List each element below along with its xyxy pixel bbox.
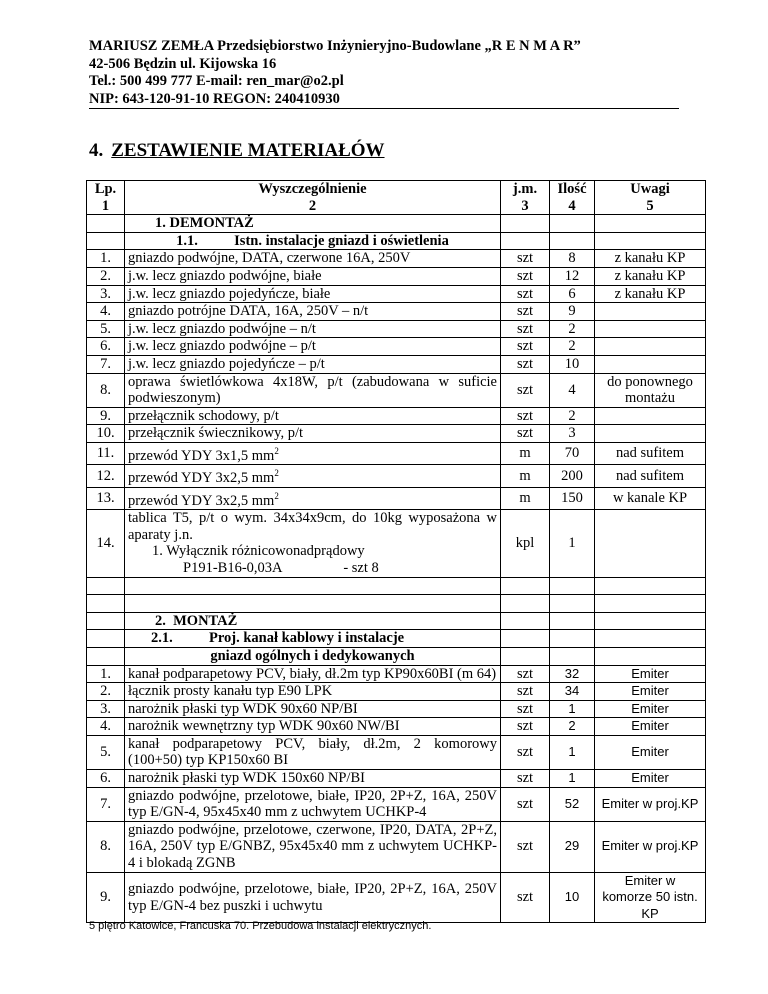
row-remarks xyxy=(595,303,706,321)
row-description-text: przewód YDY 3x1,5 mm xyxy=(128,447,275,464)
row-description: przełącznik schodowy, p/t xyxy=(125,407,501,425)
row-lp: 14. xyxy=(87,510,125,577)
row-quantity: 8 xyxy=(550,250,595,268)
row14-line3: P191-B16-0,03A - szt 8 xyxy=(183,559,379,576)
section1-subtitle-row xyxy=(87,232,706,250)
letterhead-contact: Tel.: 500 499 777 E-mail: ren_mar@o2.pl xyxy=(89,73,344,89)
row-description: j.w. lecz gniazdo podwójne – p/t xyxy=(125,338,501,356)
row-lp: 4. xyxy=(87,303,125,321)
table-row xyxy=(87,338,706,356)
row-remarks: w kanale KP xyxy=(595,487,706,509)
row-unit: szt xyxy=(501,700,550,718)
row-description: kanał podparapetowy PCV, biały, dł.2m, 2 komorowy (100+50) typ KP150x60 BI xyxy=(125,735,501,769)
row-description: narożnik wewnętrzny typ WDK 90x60 NW/BI xyxy=(125,718,501,736)
superscript: 2 xyxy=(274,445,279,456)
row-unit: szt xyxy=(501,355,550,373)
row-description: kanał podparapetowy PCV, biały, dł.2m typ KP90x60BI (m 64) xyxy=(125,665,501,683)
row-quantity: 9 xyxy=(550,303,595,321)
table-row xyxy=(87,442,706,464)
row-lp: 9. xyxy=(87,872,125,923)
row-unit: szt xyxy=(501,787,550,821)
row-unit: szt xyxy=(501,425,550,443)
table-row xyxy=(87,770,706,788)
row-lp: 9. xyxy=(87,407,125,425)
spacer-row xyxy=(87,577,706,595)
row-quantity: 200 xyxy=(550,465,595,487)
row-remarks: nad sufitem xyxy=(595,465,706,487)
row-remarks: nad sufitem xyxy=(595,442,706,464)
row-remarks: Emiter w proj.KP xyxy=(595,787,706,821)
row-remarks: z kanału KP xyxy=(595,267,706,285)
row-unit: szt xyxy=(501,250,550,268)
row-unit: szt xyxy=(501,718,550,736)
row-unit: kpl xyxy=(501,510,550,577)
table-row xyxy=(87,355,706,373)
col-header-lp: Lp. 1 xyxy=(87,181,125,215)
row-remarks: Emiter xyxy=(595,770,706,788)
table-row xyxy=(87,285,706,303)
row-lp: 2. xyxy=(87,267,125,285)
row-quantity: 34 xyxy=(550,683,595,701)
row-quantity: 3 xyxy=(550,425,595,443)
row-remarks: Emiter w komorze 50 istn. KP xyxy=(595,872,706,923)
row-lp: 7. xyxy=(87,355,125,373)
row-lp: 3. xyxy=(87,285,125,303)
row-lp: 4. xyxy=(87,718,125,736)
row-remarks xyxy=(595,510,706,577)
row-quantity: 29 xyxy=(550,821,595,872)
row-remarks xyxy=(595,320,706,338)
row-remarks: do ponownego montażu xyxy=(595,373,706,407)
table-row xyxy=(87,700,706,718)
row-unit: szt xyxy=(501,770,550,788)
row-description: gniazdo podwójne, DATA, czerwone 16A, 250V xyxy=(125,250,501,268)
row-description: j.w. lecz gniazdo pojedyńcze, białe xyxy=(125,285,501,303)
row-unit: szt xyxy=(501,872,550,923)
col-header-uwagi: Uwagi 5 xyxy=(595,181,706,215)
row-remarks: Emiter xyxy=(595,735,706,769)
row-description-text: przewód YDY 3x2,5 mm xyxy=(128,470,275,487)
row-lp: 7. xyxy=(87,787,125,821)
table-row xyxy=(87,487,706,509)
row-unit: m xyxy=(501,487,550,509)
row14-line2: 1. Wyłącznik różnicowonadprądowy xyxy=(152,543,365,560)
superscript: 2 xyxy=(274,490,279,501)
row-unit: m xyxy=(501,465,550,487)
row-unit: szt xyxy=(501,665,550,683)
row-description: j.w. lecz gniazdo pojedyńcze – p/t xyxy=(125,355,501,373)
section-title-text: ZESTAWIENIE MATERIAŁÓW xyxy=(111,140,385,161)
row-unit: szt xyxy=(501,303,550,321)
table-row xyxy=(87,821,706,872)
row-quantity: 4 xyxy=(550,373,595,407)
table-row xyxy=(87,250,706,268)
row-quantity: 150 xyxy=(550,487,595,509)
row-lp: 11. xyxy=(87,442,125,464)
row-lp: 8. xyxy=(87,373,125,407)
row-remarks xyxy=(595,407,706,425)
table-row xyxy=(87,267,706,285)
row-description xyxy=(125,442,501,464)
row-quantity: 6 xyxy=(550,285,595,303)
row-lp: 5. xyxy=(87,735,125,769)
row-lp: 5. xyxy=(87,320,125,338)
letterhead-company: MARIUSZ ZEMŁA Przedsiębiorstwo Inżynieryjno-Budowlane „R E N M A R” xyxy=(89,38,581,54)
row-quantity: 1 xyxy=(550,510,595,577)
spacer-row xyxy=(87,595,706,613)
header-divider xyxy=(89,108,679,109)
row-lp: 6. xyxy=(87,338,125,356)
row-quantity: 70 xyxy=(550,442,595,464)
row-remarks: z kanału KP xyxy=(595,250,706,268)
row-quantity: 1 xyxy=(550,770,595,788)
row-description: j.w. lecz gniazdo podwójne, białe xyxy=(125,267,501,285)
table-row xyxy=(87,787,706,821)
letterhead xyxy=(89,38,581,108)
row-remarks xyxy=(595,338,706,356)
row-quantity: 10 xyxy=(550,872,595,923)
row-description xyxy=(125,465,501,487)
row-lp: 2. xyxy=(87,683,125,701)
section2-subtitle-a: 2.1. Proj. kanał kablowy i instalacje xyxy=(125,630,501,648)
row-remarks: Emiter xyxy=(595,665,706,683)
row-unit: szt xyxy=(501,338,550,356)
row-description: j.w. lecz gniazdo podwójne – n/t xyxy=(125,320,501,338)
col-header-jm: j.m. 3 xyxy=(501,181,550,215)
table-header-row xyxy=(87,181,706,215)
letterhead-ids: NIP: 643-120-91-10 REGON: 240410930 xyxy=(89,90,340,107)
row-lp: 1. xyxy=(87,250,125,268)
section-title xyxy=(89,140,385,162)
table-row xyxy=(87,425,706,443)
row-description: narożnik płaski typ WDK 150x60 NP/BI xyxy=(125,770,501,788)
section1-subtitle: 1.1. Istn. instalacje gniazd i oświetlenia xyxy=(125,232,501,250)
table-row xyxy=(87,665,706,683)
row-unit: szt xyxy=(501,285,550,303)
row-description: gniazdo podwójne, przelotowe, białe, IP20, 2P+Z, 16A, 250V typ E/GN-4, 95x45x40 mm z uchwytem UCHKP-4 xyxy=(125,787,501,821)
section-number: 4. xyxy=(89,140,104,161)
row-remarks: Emiter xyxy=(595,683,706,701)
row-lp: 10. xyxy=(87,425,125,443)
row-description xyxy=(125,510,501,577)
row-quantity: 12 xyxy=(550,267,595,285)
table-row xyxy=(87,303,706,321)
row-remarks: Emiter xyxy=(595,700,706,718)
row-description xyxy=(125,487,501,509)
row-remarks xyxy=(595,355,706,373)
row-unit: m xyxy=(501,442,550,464)
row-quantity: 2 xyxy=(550,718,595,736)
section2-subtitle-b: gniazd ogólnych i dedykowanych xyxy=(125,647,501,665)
row-quantity: 1 xyxy=(550,735,595,769)
col-header-ilosc: Ilość 4 xyxy=(550,181,595,215)
row-remarks: Emiter w proj.KP xyxy=(595,821,706,872)
col-header-desc: Wyszczególnienie 2 xyxy=(125,181,501,215)
row-unit: szt xyxy=(501,320,550,338)
section2-title-row xyxy=(87,612,706,630)
row-remarks: Emiter xyxy=(595,718,706,736)
materials-table xyxy=(86,180,706,923)
row-lp: 6. xyxy=(87,770,125,788)
row-remarks xyxy=(595,425,706,443)
row-lp: 3. xyxy=(87,700,125,718)
row-description: łącznik prosty kanału typ E90 LPK xyxy=(125,683,501,701)
row-lp: 12. xyxy=(87,465,125,487)
page-footer: 5 piętro Katowice, Francuska 70. Przebudowa instalacji elektrycznych. xyxy=(89,920,432,932)
superscript: 2 xyxy=(274,468,279,479)
row-description: gniazdo podwójne, przelotowe, białe, IP20, 2P+Z, 16A, 250V typ E/GN-4 bez puszki i uchwytu xyxy=(125,872,501,923)
table-row xyxy=(87,872,706,923)
table-row xyxy=(87,510,706,577)
row-quantity: 32 xyxy=(550,665,595,683)
table-row xyxy=(87,373,706,407)
row-description: narożnik płaski typ WDK 90x60 NP/BI xyxy=(125,700,501,718)
row-lp: 1. xyxy=(87,665,125,683)
table-row xyxy=(87,320,706,338)
row14-line1: tablica T5, p/t o wym. 34x34x9cm, do 10kg wyposażona w aparaty j.n. xyxy=(128,510,497,543)
row-description: gniazdo podwójne, przelotowe, czerwone, IP20, DATA, 2P+Z, 16A, 250V typ E/GNBZ, 95x45x40 mm z uchwytem UCHKP-4 i blokadą ZGNB xyxy=(125,821,501,872)
row-unit: szt xyxy=(501,267,550,285)
row-quantity: 52 xyxy=(550,787,595,821)
section2-title: 2. MONTAŻ xyxy=(125,612,501,630)
table-row xyxy=(87,718,706,736)
table-row xyxy=(87,407,706,425)
table-row xyxy=(87,465,706,487)
row-quantity: 2 xyxy=(550,407,595,425)
section2-subtitle-a-row xyxy=(87,630,706,648)
letterhead-address: 42-506 Będzin ul. Kijowska 16 xyxy=(89,55,277,72)
table-row xyxy=(87,735,706,769)
row-lp: 13. xyxy=(87,487,125,509)
row-unit: szt xyxy=(501,735,550,769)
row-description: oprawa świetlówkowa 4x18W, p/t (zabudowana w suficie podwieszonym) xyxy=(125,373,501,407)
row-unit: szt xyxy=(501,373,550,407)
row-unit: szt xyxy=(501,821,550,872)
row-quantity: 10 xyxy=(550,355,595,373)
row-unit: szt xyxy=(501,683,550,701)
row-quantity: 2 xyxy=(550,338,595,356)
row-description: gniazdo potrójne DATA, 16A, 250V – n/t xyxy=(125,303,501,321)
table-row xyxy=(87,683,706,701)
row-description-text: przewód YDY 3x2,5 mm xyxy=(128,492,275,509)
section2-subtitle-b-row xyxy=(87,647,706,665)
section1-title: 1. DEMONTAŻ xyxy=(125,215,501,233)
row-remarks: z kanału KP xyxy=(595,285,706,303)
row-quantity: 1 xyxy=(550,700,595,718)
section1-title-row xyxy=(87,215,706,233)
row-quantity: 2 xyxy=(550,320,595,338)
row-lp: 8. xyxy=(87,821,125,872)
row-description: przełącznik świecznikowy, p/t xyxy=(125,425,501,443)
row-unit: szt xyxy=(501,407,550,425)
